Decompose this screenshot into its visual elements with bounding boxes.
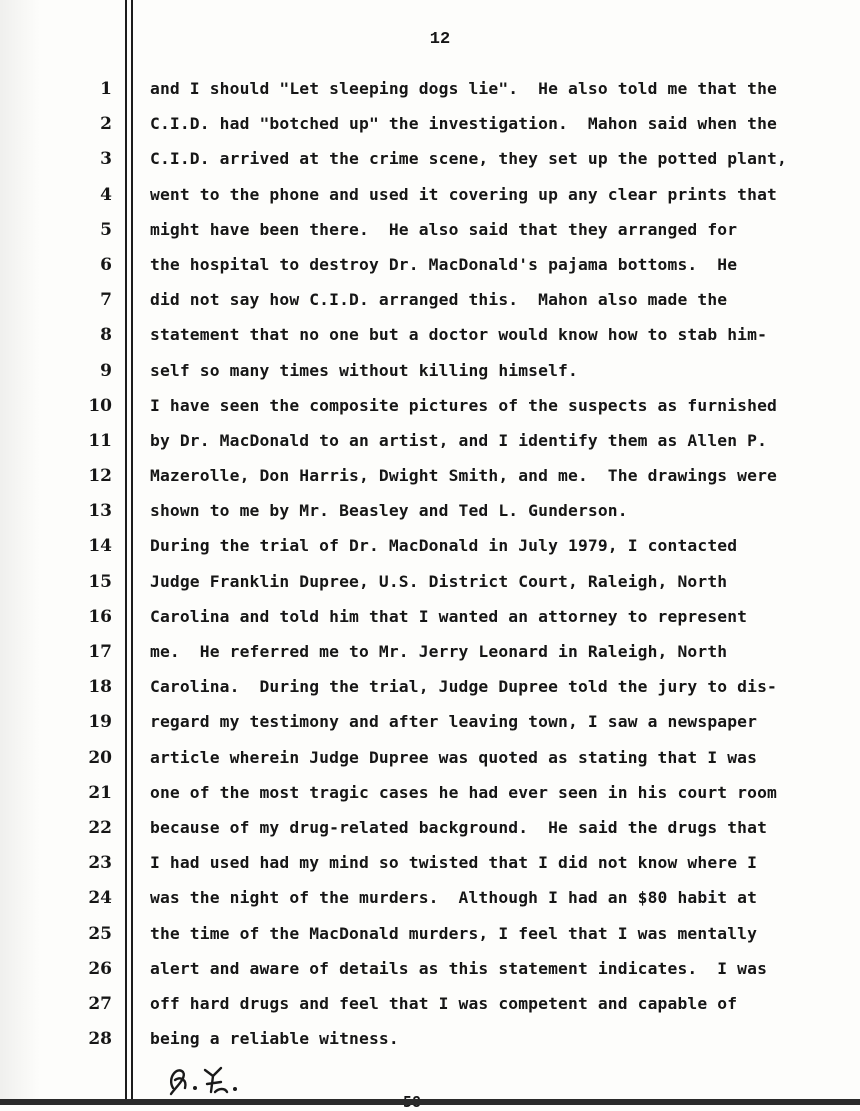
text-line: statement that no one but a doctor would know how to stab him- — [150, 325, 768, 345]
line-number: 5 — [100, 219, 112, 240]
text-line: Carolina and told him that I wanted an attorney to represent — [150, 606, 748, 626]
text-line: off hard drugs and feel that I was competent and capable of — [150, 993, 738, 1013]
line-number: 1 — [100, 79, 112, 99]
text-line: was the night of the murders. Although I had an $80 habit at — [150, 888, 758, 908]
line-number-column — [72, 78, 112, 1063]
text-line: did not say how C.I.D. arranged this. Mahon also made the — [150, 290, 728, 310]
page-number: 12 — [429, 30, 451, 49]
text-line: might have been there. He also said that they arranged for — [150, 219, 738, 239]
text-line: the time of the MacDonald murders, I feel that I was mentally — [150, 923, 758, 943]
line-number: 25 — [88, 923, 112, 944]
text-line: article wherein Judge Dupree was quoted as stating that I was — [150, 747, 758, 767]
line-number: 26 — [88, 958, 112, 979]
scan-edge-shading — [0, 0, 40, 1105]
line-number: 12 — [88, 466, 112, 487]
statement-body — [150, 78, 850, 1063]
text-line: being a reliable witness. — [150, 1029, 399, 1049]
text-line: Judge Franklin Dupree, U.S. District Court, Raleigh, North — [150, 571, 728, 591]
line-number: 7 — [100, 290, 112, 311]
line-number: 19 — [88, 712, 112, 733]
scan-bottom-edge — [0, 1099, 860, 1105]
text-line: alert and aware of details as this statement indicates. I was — [150, 958, 768, 978]
text-line: because of my drug-related background. He said the drugs that — [150, 817, 768, 837]
line-number: 13 — [88, 501, 112, 522]
line-number: 8 — [100, 325, 112, 346]
line-number: 11 — [88, 430, 112, 451]
line-number: 27 — [88, 993, 112, 1014]
text-line: Carolina. During the trial, Judge Dupree told the jury to dis- — [150, 677, 777, 697]
margin-rule-left — [125, 0, 127, 1105]
text-line: shown to me by Mr. Beasley and Ted L. Gunderson. — [150, 501, 628, 521]
text-line: went to the phone and used it covering up any clear prints that — [150, 184, 777, 204]
line-number: 10 — [88, 395, 112, 416]
line-number: 6 — [100, 254, 112, 275]
line-number: 24 — [88, 888, 112, 909]
text-line: me. He referred me to Mr. Jerry Leonard in Raleigh, North — [150, 642, 728, 661]
line-number: 15 — [88, 571, 112, 592]
line-number: 20 — [88, 747, 112, 768]
line-number: 16 — [88, 606, 112, 627]
line-number: 9 — [100, 360, 112, 381]
line-number: 18 — [88, 677, 112, 698]
margin-rule-right — [131, 0, 133, 1105]
text-line: C.I.D. arrived at the crime scene, they set up the potted plant, — [150, 149, 787, 169]
line-number: 22 — [88, 817, 112, 838]
text-line: C.I.D. had "botched up" the investigation. Mahon said when the — [150, 114, 777, 134]
handwritten-initials — [165, 1058, 255, 1098]
line-number: 21 — [88, 782, 112, 803]
text-line: and I should "Let sleeping dogs lie". He also told me that the — [150, 79, 777, 98]
text-line: by Dr. MacDonald to an artist, and I identify them as Allen P. — [150, 430, 768, 450]
text-line: regard my testimony and after leaving town, I saw a newspaper — [150, 712, 758, 732]
text-line: During the trial of Dr. MacDonald in July 1979, I contacted — [150, 536, 738, 556]
line-number: 3 — [100, 149, 112, 170]
line-number: 28 — [88, 1029, 112, 1050]
text-line: one of the most tragic cases he had ever seen in his court room — [150, 782, 777, 802]
line-number: 23 — [88, 853, 112, 874]
text-line: I had used had my mind so twisted that I did not know where I — [150, 853, 758, 873]
line-number: 17 — [88, 642, 112, 662]
line-number: 14 — [88, 536, 112, 557]
line-number: 4 — [100, 184, 112, 205]
line-number: 2 — [100, 114, 112, 135]
text-line: self so many times without killing himself. — [150, 360, 578, 380]
text-line: Mazerolle, Don Harris, Dwight Smith, and me. The drawings were — [150, 466, 777, 486]
text-line: the hospital to destroy Dr. MacDonald's pajama bottoms. He — [150, 254, 738, 274]
text-line: I have seen the composite pictures of the suspects as furnished — [150, 395, 777, 415]
